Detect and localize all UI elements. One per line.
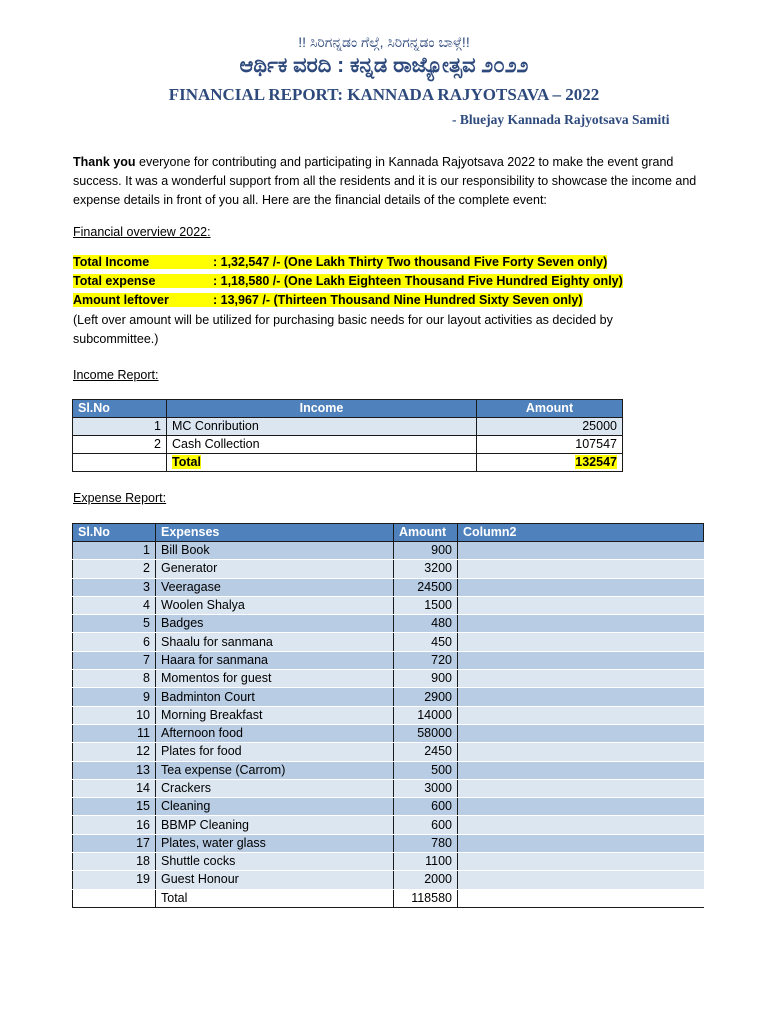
col-slno: Sl.No: [73, 524, 156, 542]
amount-cell: 600: [394, 816, 458, 834]
slno-cell: 15: [73, 798, 156, 816]
expense-cell: Veeragase: [156, 578, 394, 596]
amount-cell: 25000: [477, 418, 623, 436]
column2-cell: [458, 578, 704, 596]
table-row: [73, 542, 704, 560]
column2-cell: [458, 670, 704, 688]
col-amount: Amount: [477, 400, 623, 418]
slno-cell: 3: [73, 578, 156, 596]
overview-label: Total Income: [73, 255, 213, 269]
expense-cell: Haara for sanmana: [156, 651, 394, 669]
amount-cell: 600: [394, 798, 458, 816]
table-row: [73, 651, 704, 669]
overview-row: [73, 293, 583, 307]
expense-cell: BBMP Cleaning: [156, 816, 394, 834]
column2-cell: [458, 651, 704, 669]
overview-value: : 1,32,547 /- (One Lakh Thirty Two thousand Five Forty Seven only): [213, 255, 608, 269]
overview-label: Amount leftover: [73, 293, 213, 307]
column2-cell: [458, 816, 704, 834]
table-row: [73, 761, 704, 779]
table-row: [73, 834, 704, 852]
overview-value: : 13,967 /- (Thirteen Thousand Nine Hundred Sixty Seven only): [213, 293, 583, 307]
overview-value: : 1,18,580 /- (One Lakh Eighteen Thousand Five Hundred Eighty only): [213, 274, 623, 288]
overview-note: (Left over amount will be utilized for purchasing basic needs for our layout activities as decided by subcommittee.): [73, 313, 613, 346]
amount-cell: 1500: [394, 596, 458, 614]
column2-cell: [458, 834, 704, 852]
amount-cell: 480: [394, 615, 458, 633]
column2-cell: [458, 743, 704, 761]
expense-cell: Plates for food: [156, 743, 394, 761]
column2-cell: [458, 779, 704, 797]
slno-cell: 4: [73, 596, 156, 614]
column2-cell: [458, 688, 704, 706]
col-column2: Column2: [458, 524, 704, 542]
total-amount: 118580: [394, 889, 458, 907]
table-row: [73, 560, 704, 578]
amount-cell: 24500: [394, 578, 458, 596]
slno-cell: 6: [73, 633, 156, 651]
amount-cell: 58000: [394, 724, 458, 742]
column2-cell: [458, 706, 704, 724]
expense-cell: Morning Breakfast: [156, 706, 394, 724]
kannada-slogan: !! ಸಿರಿಗನ್ನಡಂ ಗೆಲ್ಗೆ, ಸಿರಿಗನ್ನಡಂ ಬಾಳ್ಗೆ!!: [298, 34, 470, 50]
slno-cell: 9: [73, 688, 156, 706]
amount-cell: 2450: [394, 743, 458, 761]
slno-cell: 2: [73, 560, 156, 578]
table-row: [73, 798, 704, 816]
expense-cell: Generator: [156, 560, 394, 578]
table-row: [73, 418, 623, 436]
expense-cell: Guest Honour: [156, 871, 394, 889]
col-income: Income: [167, 400, 477, 418]
amount-cell: 500: [394, 761, 458, 779]
total-amount-cell: [477, 454, 623, 472]
total-row: [73, 454, 623, 472]
column2-cell: [458, 761, 704, 779]
total-row: [73, 889, 704, 907]
table-row: [73, 688, 704, 706]
expense-table: [72, 523, 704, 908]
slno-cell: [73, 889, 156, 907]
slno-cell: 19: [73, 871, 156, 889]
slno-cell: 14: [73, 779, 156, 797]
slno-cell: 17: [73, 834, 156, 852]
amount-cell: 1100: [394, 853, 458, 871]
income-header-row: [73, 400, 623, 418]
table-row: [73, 779, 704, 797]
table-row: [73, 670, 704, 688]
total-label-cell: [167, 454, 477, 472]
slno-cell: 10: [73, 706, 156, 724]
intro-text: everyone for contributing and participating in Kannada Rajyotsava 2022 to make the event grand success. It was a wonderful support from all the residents and it is our responsibility to showcase the income and expense details in front of you all. Here are the financial details of the complete event:: [73, 155, 697, 207]
slno-cell: 12: [73, 743, 156, 761]
expense-cell: Bill Book: [156, 542, 394, 560]
column2-cell: [458, 542, 704, 560]
column2-cell: [458, 560, 704, 578]
table-row: [73, 578, 704, 596]
slno-cell: 5: [73, 615, 156, 633]
income-cell: Cash Collection: [167, 436, 477, 454]
column2-cell: [458, 596, 704, 614]
byline: - Bluejay Kannada Rajyotsava Samiti: [452, 112, 670, 127]
expense-cell: Badges: [156, 615, 394, 633]
expense-cell: Badminton Court: [156, 688, 394, 706]
amount-cell: 14000: [394, 706, 458, 724]
overview-row: [73, 274, 623, 288]
slno-cell: 2: [73, 436, 167, 454]
table-row: [73, 724, 704, 742]
table-row: [73, 706, 704, 724]
table-row: [73, 743, 704, 761]
amount-cell: 450: [394, 633, 458, 651]
amount-cell: 107547: [477, 436, 623, 454]
column2-cell: [458, 889, 704, 907]
column2-cell: [458, 853, 704, 871]
expense-cell: Woolen Shalya: [156, 596, 394, 614]
intro-paragraph: [73, 153, 703, 210]
col-slno: Sl.No: [73, 400, 167, 418]
slno-cell: 7: [73, 651, 156, 669]
column2-cell: [458, 871, 704, 889]
report-title: FINANCIAL REPORT: KANNADA RAJYOTSAVA – 2022: [168, 85, 600, 104]
amount-cell: 2900: [394, 688, 458, 706]
expense-cell: Tea expense (Carrom): [156, 761, 394, 779]
overview-row: [73, 255, 607, 269]
expense-cell: Afternoon food: [156, 724, 394, 742]
amount-cell: 900: [394, 670, 458, 688]
amount-cell: 780: [394, 834, 458, 852]
amount-cell: 900: [394, 542, 458, 560]
kannada-title: ಆರ್ಥಿಕ ವರದಿ : ಕನ್ನಡ ರಾಜ್ಯೋತ್ಸವ ೨೦೨೨: [239, 54, 529, 77]
expense-heading: Expense Report:: [73, 491, 167, 505]
expense-cell: Shaalu for sanmana: [156, 633, 394, 651]
slno-cell: 8: [73, 670, 156, 688]
table-row: [73, 853, 704, 871]
expense-cell: Plates, water glass: [156, 834, 394, 852]
table-row: [73, 633, 704, 651]
intro-bold: Thank you: [73, 155, 136, 169]
slno-cell: 1: [73, 542, 156, 560]
expense-cell: Crackers: [156, 779, 394, 797]
amount-cell: 3000: [394, 779, 458, 797]
income-cell: MC Conribution: [167, 418, 477, 436]
column2-cell: [458, 798, 704, 816]
expense-cell: Momentos for guest: [156, 670, 394, 688]
table-row: [73, 816, 704, 834]
column2-cell: [458, 633, 704, 651]
table-row: [73, 871, 704, 889]
amount-cell: 2000: [394, 871, 458, 889]
income-table: [72, 399, 623, 472]
slno-cell: [73, 454, 167, 472]
table-row: [73, 436, 623, 454]
table-row: [73, 615, 704, 633]
income-heading: Income Report:: [73, 368, 159, 382]
expense-cell: Shuttle cocks: [156, 853, 394, 871]
expense-cell: Cleaning: [156, 798, 394, 816]
col-expenses: Expenses: [156, 524, 394, 542]
table-row: [73, 596, 704, 614]
slno-cell: 1: [73, 418, 167, 436]
slno-cell: 11: [73, 724, 156, 742]
total-amount: 132547: [575, 455, 617, 469]
slno-cell: 16: [73, 816, 156, 834]
column2-cell: [458, 724, 704, 742]
overview-label: Total expense: [73, 274, 213, 288]
slno-cell: 18: [73, 853, 156, 871]
amount-cell: 3200: [394, 560, 458, 578]
overview-heading: Financial overview 2022:: [73, 225, 211, 239]
amount-cell: 720: [394, 651, 458, 669]
total-label: Total: [172, 455, 201, 469]
total-label: Total: [156, 889, 394, 907]
column2-cell: [458, 615, 704, 633]
expense-header-row: [73, 524, 704, 542]
slno-cell: 13: [73, 761, 156, 779]
col-amount: Amount: [394, 524, 458, 542]
